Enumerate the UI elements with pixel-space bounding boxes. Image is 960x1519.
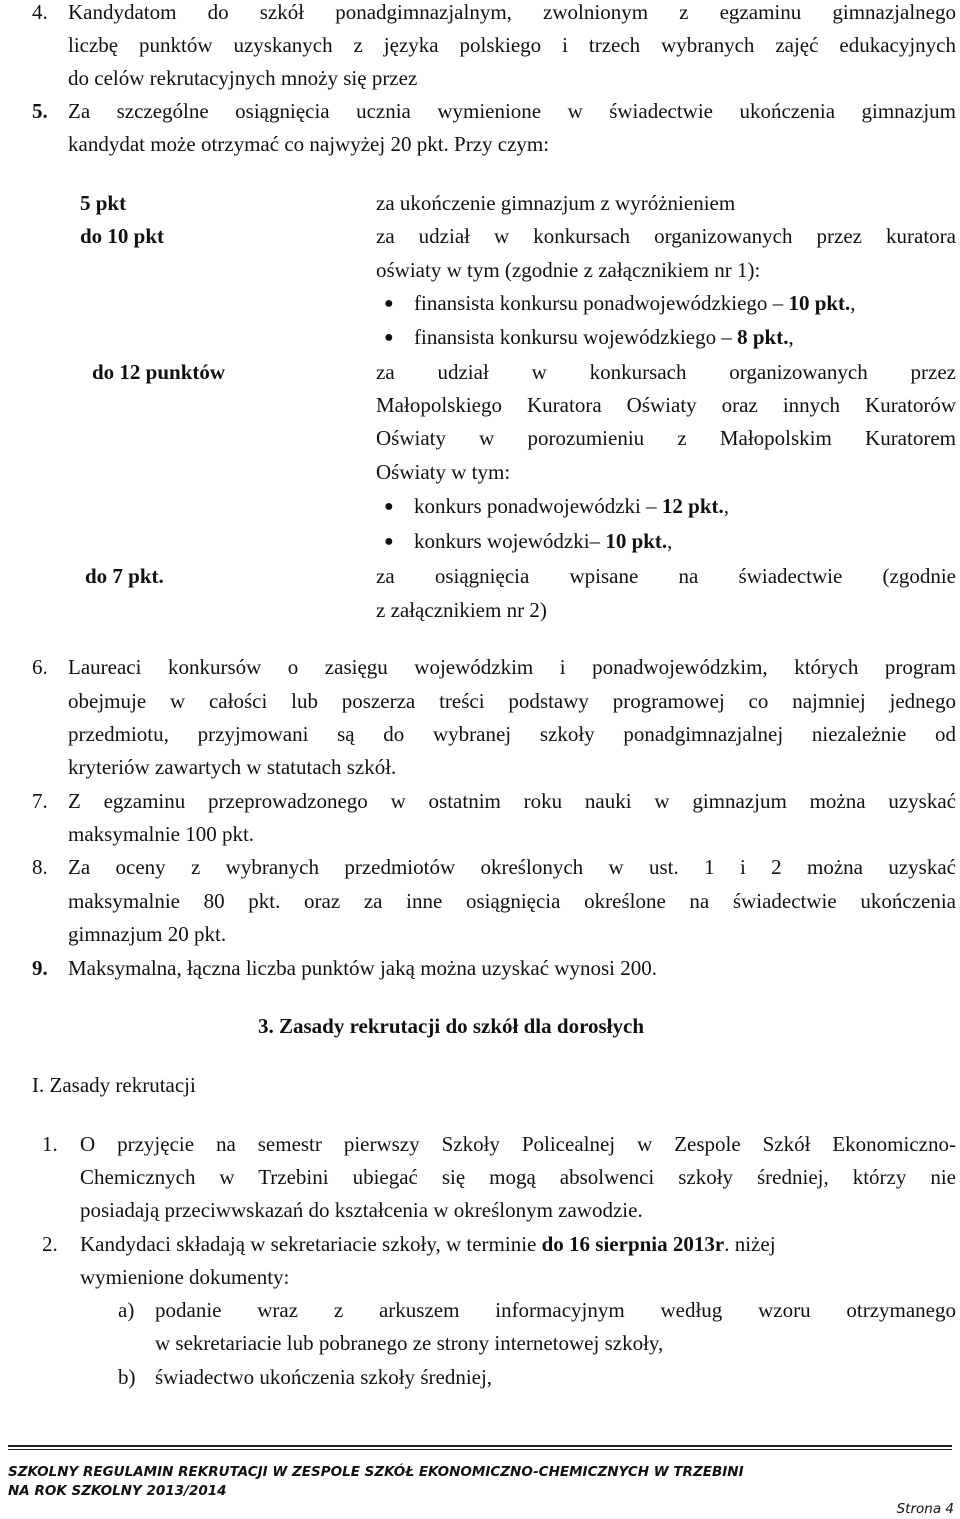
item-8-line-1: Za oceny z wybranych przedmiotów określonych w ust. 1 i 2 można uzyskać — [68, 855, 956, 879]
item-number: 5. — [32, 99, 48, 123]
bullet-item: konkurs wojewódzki– 10 pkt., — [414, 529, 673, 553]
item-6-line-4: kryteriów zawartych w statutach szkół. — [68, 755, 397, 779]
list-label: b) — [118, 1365, 136, 1389]
points-description: za udział w konkursach organizowanych przez kuratora — [376, 224, 956, 248]
footer-divider — [8, 1449, 952, 1450]
points-description: Oświaty w porozumieniu z Małopolskim Kuratorem — [376, 426, 956, 450]
item-7-line-2: maksymalnie 100 pkt. — [68, 822, 255, 846]
bullet-icon: ● — [384, 533, 394, 550]
item-4-line-1: Kandydatom do szkół ponadgimnazjalnym, zwolnionym z egzaminu gimnazjalnego — [68, 0, 956, 24]
item-6-line-3: przedmiotu, przyjmowani są do wybranej szkoły ponadgimnazjalnej niezależnie od — [68, 722, 956, 746]
points-label: do 12 punktów — [92, 360, 226, 384]
points-description: z załącznikiem nr 2) — [376, 598, 547, 622]
points-description: za ukończenie gimnazjum z wyróżnieniem — [376, 191, 736, 215]
bullet-item: finansista konkursu wojewódzkiego – 8 pkt., — [414, 325, 794, 349]
document-item-a-line-1: podanie wraz z arkuszem informacyjnym według wzoru otrzymanego — [155, 1298, 956, 1322]
footer-title: SZKOLNY REGULAMIN REKRUTACJI W ZESPOLE SZKÓŁ EKONOMICZNO-CHEMICZNYCH W TRZEBINI — [8, 1464, 744, 1480]
item-6-line-2: obejmuje w całości lub poszerza treści podstawy programowej co najmniej jednego — [68, 689, 956, 713]
bullet-item: konkurs ponadwojewódzki – 12 pkt., — [414, 494, 729, 518]
item-9-line-1: Maksymalna, łączna liczba punktów jaką można uzyskać wynosi 200. — [68, 956, 657, 980]
bullet-icon: ● — [384, 329, 394, 346]
item-6-line-1: Laureaci konkursów o zasięgu wojewódzkim i ponadwojewódzkim, których program — [68, 655, 956, 679]
item-number: 7. — [32, 789, 48, 813]
adult-item-2-line-2: wymienione dokumenty: — [80, 1265, 290, 1289]
document-item-a-line-2: w sekretariacie lub pobranego ze strony internetowej szkoły, — [155, 1331, 664, 1355]
item-8-line-3: gimnazjum 20 pkt. — [68, 922, 227, 946]
points-description: za osiągnięcia wpisane na świadectwie (zgodnie — [376, 564, 956, 588]
item-8-line-2: maksymalnie 80 pkt. oraz za inne osiągnięcia określone na świadectwie ukończenia — [68, 889, 956, 913]
section-subheading: I. Zasady rekrutacji — [32, 1073, 196, 1097]
bullet-icon: ● — [384, 498, 394, 515]
bullet-item: finansista konkursu ponadwojewódzkiego – 10 pkt., — [414, 291, 856, 315]
page-number: Strona 4 — [896, 1501, 954, 1517]
item-number: 2. — [42, 1232, 58, 1256]
item-number: 1. — [42, 1132, 58, 1156]
points-label: do 7 pkt. — [85, 564, 164, 588]
document-item-b-line-1: świadectwo ukończenia szkoły średniej, — [155, 1365, 493, 1389]
item-number: 8. — [32, 855, 48, 879]
item-4-line-3: do celów rekrutacyjnych mnoży się przez — [68, 66, 418, 90]
item-7-line-1: Z egzaminu przeprowadzonego w ostatnim roku nauki w gimnazjum można uzyskać — [68, 789, 956, 813]
points-description: oświaty w tym (zgodnie z załącznikiem nr 1): — [376, 258, 761, 282]
footer-subtitle: NA ROK SZKOLNY 2013/2014 — [8, 1483, 227, 1499]
points-description: Oświaty w tym: — [376, 460, 511, 484]
item-5-line-2: kandydat może otrzymać co najwyżej 20 pkt. Przy czym: — [68, 132, 550, 156]
points-description: Małopolskiego Kuratora Oświaty oraz innych Kuratorów — [376, 393, 956, 417]
item-4-line-2: liczbę punktów uzyskanych z języka polskiego i trzech wybranych zajęć edukacyjnych — [68, 33, 956, 57]
list-label: a) — [118, 1298, 135, 1322]
footer-divider — [8, 1445, 952, 1447]
adult-item-2-line-1: Kandydaci składają w sekretariacie szkoły, w terminie do 16 sierpnia 2013r. niżej — [80, 1232, 776, 1256]
adult-item-1-line-2: Chemicznych w Trzebini ubiegać się mogą absolwenci szkoły średniej, którzy nie — [80, 1165, 956, 1189]
item-number: 9. — [32, 956, 48, 980]
bullet-icon: ● — [384, 295, 394, 312]
adult-item-1-line-1: O przyjęcie na semestr pierwszy Szkoły Policealnej w Zespole Szkół Ekonomiczno- — [80, 1132, 956, 1156]
section-heading: 3. Zasady rekrutacji do szkół dla dorosłych — [258, 1014, 645, 1038]
points-description: za udział w konkursach organizowanych przez — [376, 360, 956, 384]
adult-item-1-line-3: posiadają przeciwwskazań do kształcenia w określonym zawodzie. — [80, 1198, 643, 1222]
item-number: 6. — [32, 655, 48, 679]
item-number: 4. — [32, 0, 48, 24]
item-5-line-1: Za szczególne osiągnięcia ucznia wymienione w świadectwie ukończenia gimnazjum — [68, 99, 956, 123]
points-label: do 10 pkt — [80, 224, 165, 248]
points-label: 5 pkt — [80, 191, 127, 215]
